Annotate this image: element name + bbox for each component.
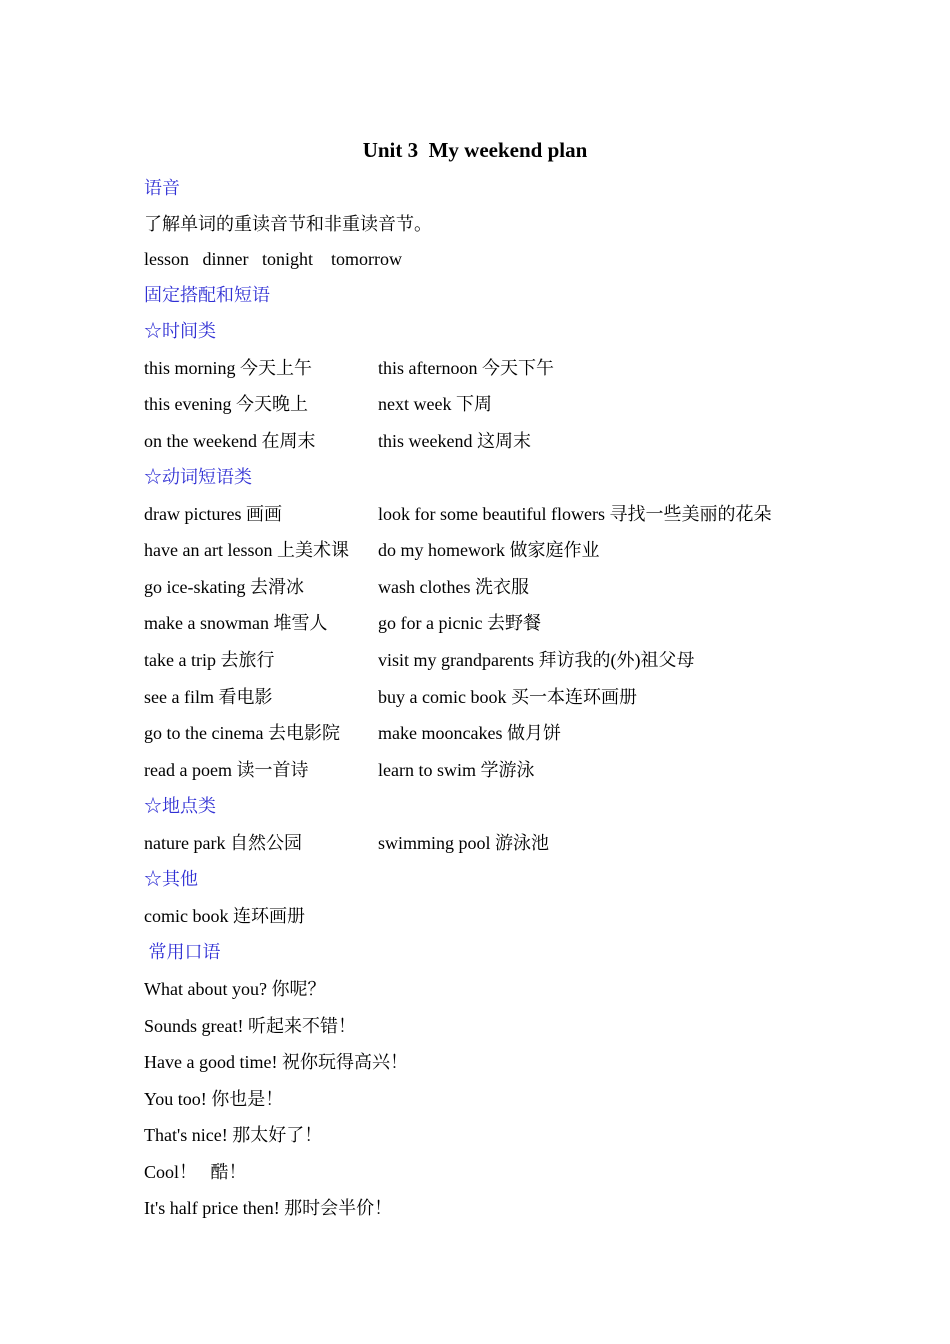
phrase-row: [144, 575, 844, 599]
phrase-left: take a trip 去旅行: [144, 650, 275, 670]
spoken-phrase: It's half price then! 那时会半价！: [144, 1198, 393, 1218]
phrase-left: go to the cinema 去电影院: [144, 723, 340, 743]
phrase-right: go for a picnic 去野餐: [378, 613, 541, 633]
phrase-row: [144, 648, 844, 672]
place-section-heading: ☆地点类: [144, 796, 216, 816]
spoken-section-heading: 常用口语: [144, 942, 221, 962]
phrase-left: have an art lesson 上美术课: [144, 540, 349, 560]
phrase-right: look for some beautiful flowers 寻找一些美丽的花朵: [378, 504, 772, 524]
phrase-left: make a snowman 堆雪人: [144, 613, 328, 633]
spoken-phrase: That's nice! 那太好了！: [144, 1125, 323, 1145]
pronunciation-description: 了解单词的重读音节和非重读音节。: [144, 214, 432, 234]
phrase-row: [144, 392, 844, 416]
phrase-left: go ice-skating 去滑冰: [144, 577, 304, 597]
verb-section-heading: ☆动词短语类: [144, 467, 252, 487]
phrase-right: next week 下周: [378, 394, 492, 414]
phrase-left: nature park 自然公园: [144, 833, 302, 853]
spoken-phrase: You too! 你也是！: [144, 1089, 284, 1109]
phrase-row: [144, 721, 844, 745]
phrase-right: wash clothes 洗衣服: [378, 577, 529, 597]
phrase-left: draw pictures 画画: [144, 504, 282, 524]
spoken-phrase: Have a good time! 祝你玩得高兴！: [144, 1052, 408, 1072]
phrase-right: visit my grandparents 拜访我的(外)祖父母: [378, 650, 695, 670]
collocations-heading: 固定搭配和短语: [144, 285, 270, 305]
phrase-right: make mooncakes 做月饼: [378, 723, 561, 743]
spoken-phrase: What about you? 你呢？: [144, 979, 326, 999]
phrase-left: this morning 今天上午: [144, 358, 313, 378]
phrase-row: [144, 538, 844, 562]
phrase-right: this weekend 这周末: [378, 431, 531, 451]
other-section-heading: ☆其他: [144, 869, 198, 889]
phrase-right: learn to swim 学游泳: [378, 760, 535, 780]
phrase-row: [144, 429, 844, 453]
phrase-right: buy a comic book 买一本连环画册: [378, 687, 637, 707]
spoken-phrase: Sounds great! 听起来不错！: [144, 1016, 356, 1036]
time-section-heading: ☆时间类: [144, 321, 216, 341]
spoken-phrase: Cool！ 酷！: [144, 1162, 247, 1182]
phrase-left: see a film 看电影: [144, 687, 273, 707]
phrase-left: read a poem 读一首诗: [144, 760, 309, 780]
phrase-row: [144, 502, 844, 526]
pronunciation-words: lesson dinner tonight tomorrow: [144, 249, 402, 269]
phrase-row: [144, 356, 844, 380]
phrase-left: on the weekend 在周末: [144, 431, 316, 451]
phrase-row: [144, 758, 844, 782]
pronunciation-heading: 语音: [144, 178, 180, 198]
phrase-row: [144, 831, 844, 855]
phrase-right: swimming pool 游泳池: [378, 833, 550, 853]
phrase-right: do my homework 做家庭作业: [378, 540, 600, 560]
page-title: Unit 3 My weekend plan: [362, 138, 588, 162]
other-item: comic book 连环画册: [144, 906, 305, 926]
phrase-row: [144, 685, 844, 709]
phrase-right: this afternoon 今天下午: [378, 358, 554, 378]
phrase-left: this evening 今天晚上: [144, 394, 308, 414]
phrase-row: [144, 611, 844, 635]
